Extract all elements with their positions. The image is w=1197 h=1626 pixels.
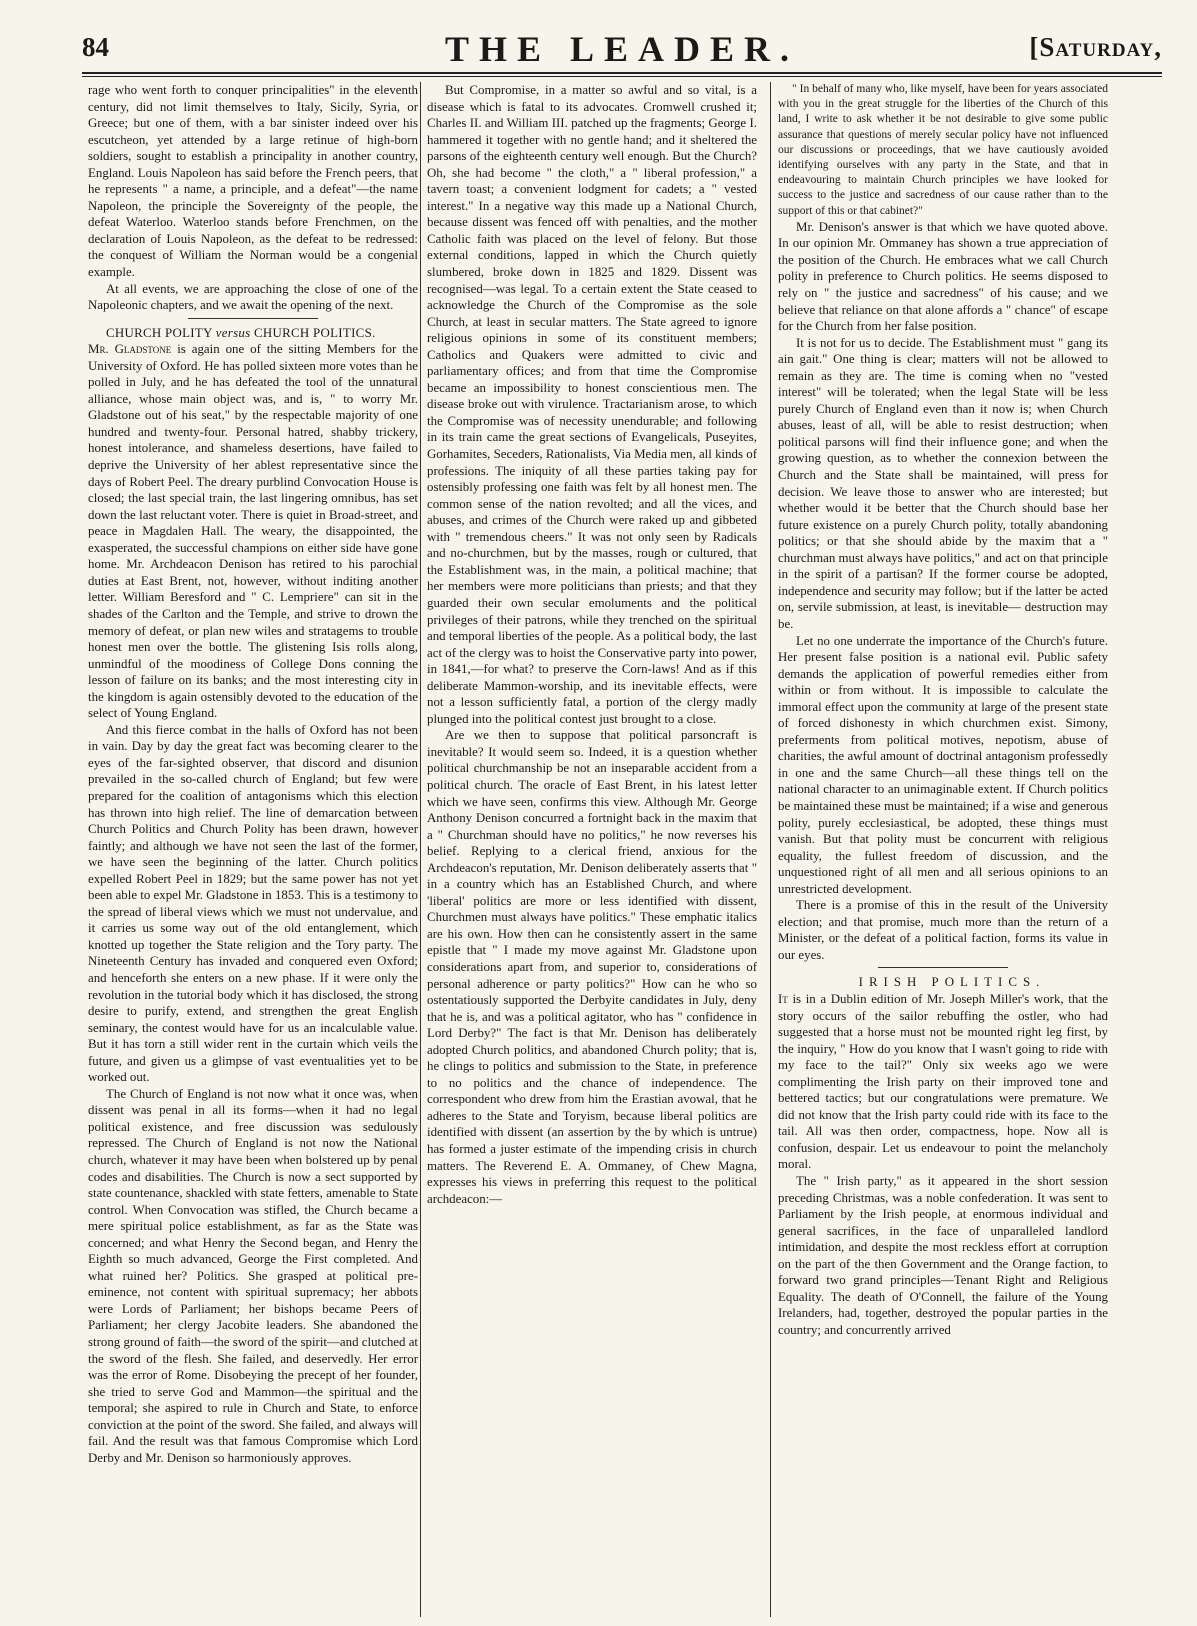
article-paragraph: But Compromise, in a matter so awful and so vital, is a disease which is fatal to its advocates. Cromwell crushed it; Charles II. and William III. patched up the fragments; George I. hammered it together with no gentle hand; and it sheltered the parsons of the eighteenth century well enough. But the Church? Oh, she had become " the cloth," a " liberal profession," a tavern toast; a convenient lodgment for cadets; a " vested interest." In a negative way this made up a National Church, because dissent was fenced off with penalties, and the mother Catholic faith was placed on the level of felony. But those external conditions, lapped in which the Church quietly slumbered, broke down in 1825 and 1829. Dissent was recognised—was legal. To a certain extent the State ceased to acknowledge the Church of the Compromise as the sole Church, at least in secular matters. The State agreed to ignore religious opinions in some of its constituent members; Catholics and Quakers were admitted to civic and parliamentary offices; and from that time the Compromise became an impossibility to honest conscientious men. The disease broke out with virulence. Tractarianism arose, to which the Compromise was of necessity unendurable; and following in its train came the great sections of Evangelicals, Puseyites, Gorhamites, Seceders, Rationalists, Via Media men, all kinds of professions. The iniquity of all these parties taking pay for ostensibly professing one faith was felt by all honest men. The common sense of the nation revolted; and all the vices, and abuses, and crimes of the Church were raked up and gibbeted with " tremendous cheers." It was not only seen by Radicals and no-churchmen, but by the masses, rough or cultured, that the Establishment was, in the main, a political machine; that her members were more politicians than priests; and that they guarded their own secular emoluments and the political privileges of their patrons, while they trenched on the spiritual and temporal liberties of the people. As a political body, the last act of the clergy was to hoist the Conservative party into power, in 1841,—for what? to preserve the Corn-laws! And as if this deliberate Mammon-worship, and its inevitable effects, were not a lesson sufficiently fatal, a portion of the clergy madly plunged into the political contest just brought to a close. [427,83,757,726]
quote-paragraph: " In behalf of many who, like myself, have been for years associated with you in the great struggle for the liberties of the Church of this land, I write to ask whether it be not desirable to give some public assurance that questions of merely secular policy have not influenced our discussions or proceedings, that we have cautiously avoided identifying ourselves with any party in the State, and that in endeavouring to maintain Church principles we have looked for success to the justice and sacredness of our cause rather than to the support of this or that cabinet?" [778,83,1108,217]
lead-caps: It [778,991,788,1006]
article-paragraph: Are we then to suppose that political parsoncraft is inevitable? It would seem so. Indeed, it is a question whether political churchmanship be not an inseparable accident from a political church. The oracle of East Brent, in his latest letter which we have seen, confirms this view. Although Mr. George Anthony Denison concurred a fortnight back in the maxim that a " Churchman should have no politics," he now reverses his belief. Replying to a clerical friend, anxious for the Archdeacon's reputation, Mr. Denison deliberately asserts that " in a country which has an Established Church, and where 'liberal' politics are more or less identified with dissent, Churchmen must always have politics." These emphatic italics are his own. How then can he consistently assert in the same epistle that " I made my move against Mr. Gladstone upon considerations apart from, and superior to, considerations of personal adherence or party politics?" How can he who so ostentatiously supported the Derbyite candidates in July, deny that he is, and was a political agitator, who has " confidence in Lord Derby?" The fact is that Mr. Denison has deliberately adopted Church politics, and abandoned Church polity; that is, he clings to politics and submission to the State, in preference to no politics and the chance of independence. The correspondent who drew from him the Erastian avowal, that he adheres to the State and Toryism, because liberal politics are identified with dissent (an assertion by the by which is untrue) has formed a juster estimate of the impending crisis in church matters. The Reverend E. A. Ommaney, of Chew Magna, expresses his views in preferring this request to the political archdeacon:— [427,728,757,1206]
section-heading-irish-politics: IRISH POLITICS. [858,975,1046,990]
page-number: 84 [82,32,109,62]
masthead-rule-thin [82,76,1162,77]
article-paragraph: At all events, we are approaching the close of one of the Napoleonic chapters, and we await the opening of the next. [88,281,418,313]
article-paragraph: Let no one underrate the importance of the Church's future. Her present false position is a national evil. Public safety demands the application of powerful remedies either from within or from without. It is impossible to calculate the immoral effect upon the community at large of the present state of forced dishonesty in which churchmen exist. Simony, preferments from political motives, nepotism, abuse of charities, the awful amount of doctrinal antagonism professedly in one and the same Church—all these things tell on the national character to an unimaginable extent. If Church politics be maintained these must be maintained; if a wise and generous polity, purely ecclesiastical, be adopted, these things must vanish. But that polity must be concurrent with religious equality, the fullest freedom of discussion, and the unquestioned right of all men and all serious opinions to an unrestricted development. [778,633,1108,896]
article-paragraph: Mr. Denison's answer is that which we have quoted above. In our opinion Mr. Ommaney has shown a true appreciation of the position of the Church. He embraces what we call Church polity in preference to Church politics. He seems disposed to rely on " the justice and sacredness" of his cause; and we believe that reliance on that alone affords a " chance" of escape for the Church from her false position. [778,219,1108,334]
column-divider-2 [770,82,771,1617]
masthead [82,26,1162,76]
paragraph-text: is again one of the sitting Members for the University of Oxford. He has polled sixteen more votes than he polled in July, and he has defeated the tool of the unnatural alliance, whose main object was, and is, " to worry Mr. Gladstone out of his seat," by the respectable majority of one hundred and twenty-four. Personal hatred, shabby trickery, honest intolerance, and shameless desertions, have failed to deprive the University of her ablest representative since the days of Robert Peel. The dreary purblind Convocation House is closed; the last special train, the last lingering omnibus, has set down the last reluctant voter. There is quiet in Broad-street, and peace in Magdalen Hall. The weary, the disappointed, the exasperated, the successful champions on either side have gone home. Mr. Archdeacon Denison has retired to his parochial duties at East Brent, not, however, without inditing another letter. William Beresford and " C. Lempriere" can sit in the shades of the Carlton and the Temple, and strive to drown the memory of defeat, or plan new wiles and stratagems to trouble honest men over the bottle. The glistening Isis rolls along, unmindful of the moodiness of College Dons conning the lesson of failure on its banks; and the most interesting city in the kingdom is again ostensibly devoted to the education of the select of Young England. [88,342,418,721]
heading-part: CHURCH POLITY [106,325,213,340]
article-paragraph: And this fierce combat in the halls of Oxford has not been in vain. Day by day the great fact was becoming clearer to the eyes of the far-sighted observer, that discord and disunion prevailed in the so-called church of England; but few were prepared for the coalition of antagonisms which this election has thrown into high relief. The line of demarcation between Church Politics and Church Polity has been drawn, however faintly; and although we have not seen the last of the former, we have seen the beginning of the latter. Church politics expelled Robert Peel in 1829; but the same power has not yet been able to expel Mr. Gladstone in 1853. This is a testimony to the spread of liberal views which we must not undervalue, and it carries us some way out of the old entanglement, which knotted up together the State religion and the Tory party. The Nineteenth Century has invaded and conquered even Oxford; and henceforth she enters on a new phase. If it were only the revolution in the tutorial body which it has disclosed, the strong desire to purify, extend, and strengthen the great English seminary, the contest would have for us an incalculable value. But it has torn a still wider rent in the curtain which veils the future, and given us a glimpse of vast eventualities yet to be worked out. [88,722,418,1085]
column-divider-1 [420,82,421,1617]
article-paragraph: There is a promise of this in the result of the University election; and that promise, much more than the return of a Minister, or the defeat of a political faction, forms its value in our eyes. [778,898,1108,962]
section-divider [878,967,1008,968]
column-2 [427,82,757,1612]
article-paragraph: The " Irish party," as it appeared in the short session preceding Christmas, was a noble confederation. It was sent to Parliament by the Irish people, at enormous individual and general sacrifices, in the face of unparalleled landlord intimidation, and despite the most reckless effort at corruption on the part of the then Government and the Orange faction, to forward two grand principles—Tenant Right and Religious Equality. The death of O'Connell, the failure of the Young Irelanders, had, together, destroyed the popular parties in the country; and concurrently arrived [778,1174,1108,1337]
masthead-day: [Saturday, [1029,32,1162,62]
article-paragraph: The Church of England is not now what it once was, when dissent was penal in all its forms—when it had no legal political existence, and free discussion was sedulously repressed. The Church of England is not now the National church, whatever it may have been when bolstered up by penal codes and disabilities. The Church is now a sect supported by state countenance, shackled with state fetters, amenable to State control. When Convocation was stifled, the Church became a mere spiritual police establishment, as far as the State was concerned; and what Henry the Second began, and Henry the Eighth so much advanced, George the First completed. And what ruined her? Politics. She grasped at political pre-eminence, not content with spiritual supremacy; her abbots were Lords of Parliament; her bishops became Peers of Parliament; her clergy Jacobite leaders. She abandoned the strong ground of faith—the sword of the spirit—and clutched at the sword of the flesh. She failed, and deservedly. Her error was the error of Rome. Disobeying the precept of her founder, she tried to serve God and Mammon—the spiritual and the temporal; she aspired to rule in Church and State, to enforce conviction at the point of the sword. She failed, and always will fail. And the result was that famous Compromise which Lord Derby and Mr. Denison so harmoniously approves. [88,1086,418,1465]
heading-versus: versus [215,325,251,340]
article-paragraph [88,341,418,722]
section-heading-church-polity [88,325,418,342]
newspaper-title: THE LEADER. [444,29,800,69]
section-divider [188,318,318,319]
article-paragraph: It is not for us to decide. The Establishment must " gang its ain gait." One thing is clear; matters will not be allowed to remain as they are. The time is coming when no "vested interest" will be tolerated; when the legal State will be less purely Church of England even than it now is; when Church abuses, least of all, will be able to resist destruction; when political parsons will find their influence gone; and when the growing question, as to whether the connexion between the Church and the State shall be maintained, will press for decision. We leave those to answer who are interested; but whether would it be better that the Church should base her future existence on a purely Church polity, totally abandoning politics; or that she should abide by the maxim that a " churchman must always have politics," and act on that principle in the spirit of a partisan? If the former course be adopted, independence and security may follow; but if the latter be acted on, servile submission, at least, is inevitable— destruction may be. [778,335,1108,631]
block-quote [778,82,1108,219]
article-paragraph [778,991,1108,1173]
heading-part: CHURCH POLITICS. [254,325,376,340]
masthead-rule [82,72,1162,74]
lead-caps: Mr. Gladstone [88,342,172,357]
paragraph-text: is in a Dublin edition of Mr. Joseph Miller's work, that the story occurs of the sailor rebuffing the ostler, who had suggested that a horse must not be mounted right leg first, by the inquiry, " How do you know that I wasn't going to ride with my face to the tail?" Only six weeks ago we were complimenting the Irish party on their improved tone and bettered tactics; but our congratulations were premature. We did not know that the Irish party could ride with its face to the tail. All was then order, compactness, hope. Now all is confusion, despair. Let us endeavour to point the melancholy moral. [778,991,1108,1172]
column-1 [88,82,418,1612]
article-paragraph: rage who went forth to conquer principalities" in the eleventh century, did not limit themselves to Italy, Sicily, Syria, or Greece; but one of them, with a bar sinister indeed over his escutcheon, yet attended by a large retinue of high-born soldiers, sought to establish a principality in another country, England. Louis Napoleon has said before the French peers, that he represents " a name, a principle, and a defeat"—the name Napoleon, the principle the Sovereignty of the people, the defeat Waterloo. Waterloo stands before Frenchmen, on the declaration of Louis Napoleon, as the defeat to be redressed: the conquest of William the Norman would be a congenial example. [88,83,418,280]
column-3 [778,82,1108,1612]
